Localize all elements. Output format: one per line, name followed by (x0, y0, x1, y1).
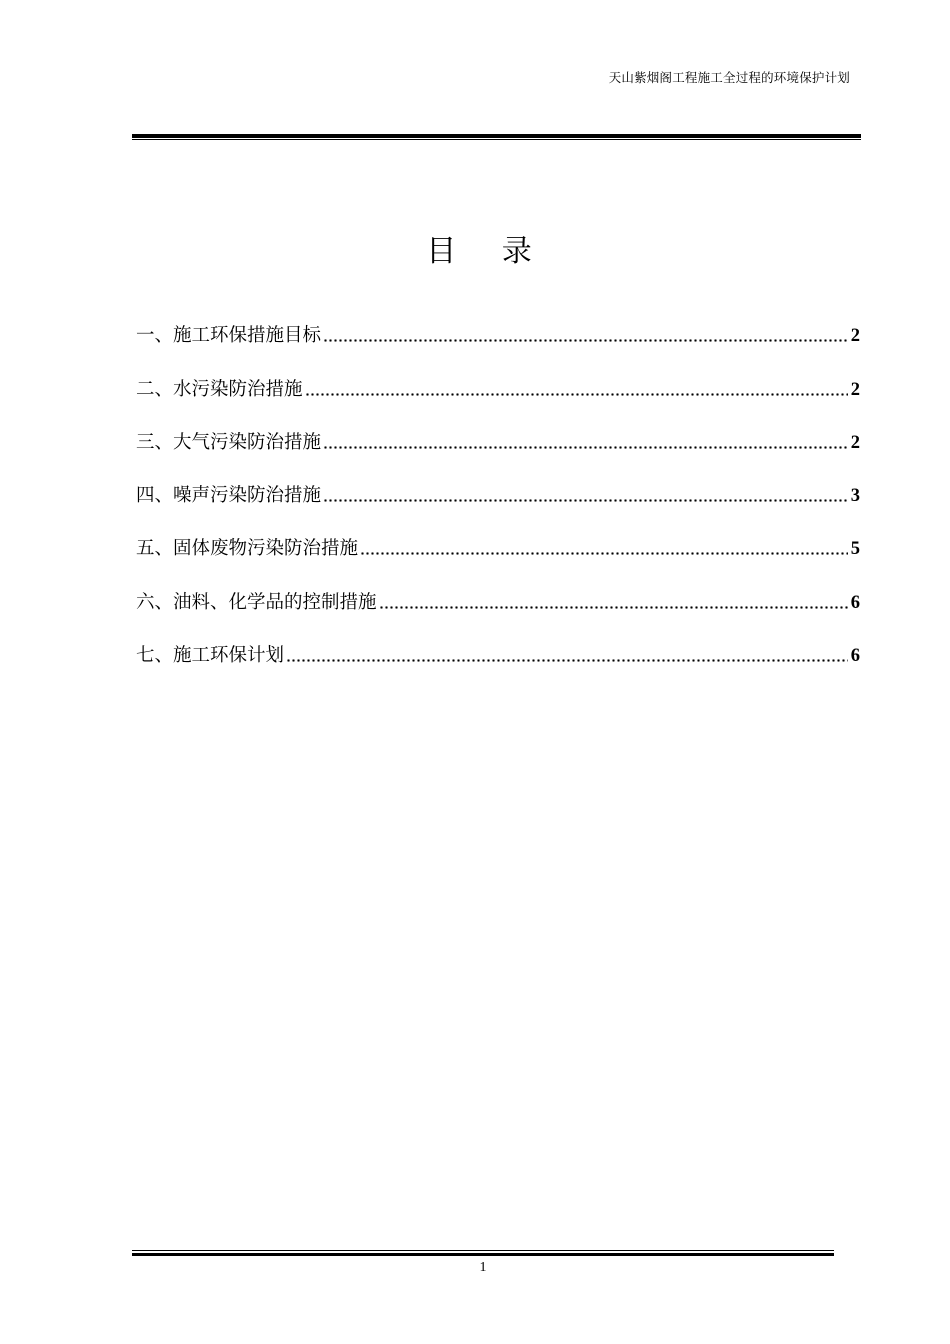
toc-dot-leader (305, 393, 848, 396)
table-of-contents (136, 311, 860, 684)
toc-entry-page: 2 (850, 379, 860, 400)
toc-entry-label: 五、固体废物污染防治措施 (136, 538, 359, 560)
toc-entry-label: 一、施工环保措施目标 (136, 325, 322, 347)
toc-title: 目 录 (426, 234, 550, 269)
toc-entry[interactable] (136, 311, 860, 364)
toc-entry-page: 2 (850, 432, 860, 453)
toc-entry-page: 5 (850, 539, 860, 560)
toc-entry[interactable] (136, 471, 860, 524)
toc-entry-label: 三、大气污染防治措施 (136, 431, 322, 453)
toc-entry[interactable] (136, 524, 860, 577)
document-header-title: 天山紫烟阁工程施工全过程的环境保护计划 (608, 70, 850, 85)
toc-dot-leader (286, 659, 848, 662)
footer-double-rule (132, 1250, 834, 1256)
toc-dot-leader (323, 446, 848, 449)
toc-dot-leader (360, 552, 848, 555)
toc-entry-page: 2 (850, 326, 860, 347)
toc-entry-label: 七、施工环保计划 (136, 645, 285, 667)
toc-entry[interactable] (136, 577, 860, 630)
toc-entry-label: 四、噪声污染防治措施 (136, 485, 322, 507)
toc-dot-leader (379, 606, 848, 609)
toc-entry-page: 3 (850, 486, 860, 507)
toc-dot-leader (323, 339, 848, 342)
toc-entry-page: 6 (850, 646, 860, 667)
toc-entry[interactable] (136, 364, 860, 417)
toc-entry-label: 六、油料、化学品的控制措施 (136, 591, 377, 613)
toc-entry[interactable] (136, 631, 860, 684)
toc-entry-label: 二、水污染防治措施 (136, 378, 303, 400)
header-double-rule (132, 134, 861, 140)
toc-entry[interactable] (136, 418, 860, 471)
toc-entry-page: 6 (850, 592, 860, 613)
page-number: 1 (479, 1260, 487, 1275)
toc-dot-leader (323, 499, 848, 502)
